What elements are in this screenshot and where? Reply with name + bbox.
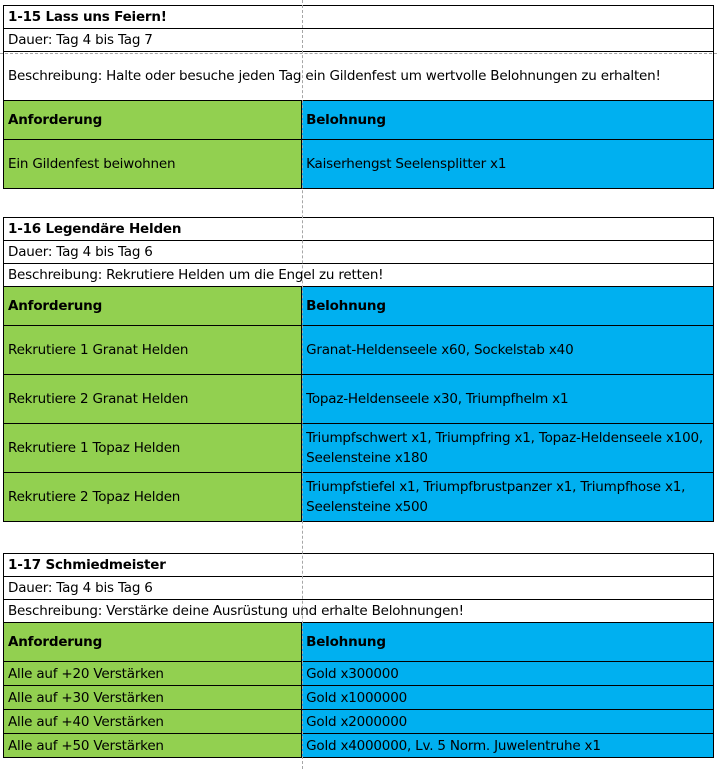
quest-description-row xyxy=(4,52,714,101)
quest-duration-row xyxy=(4,29,714,52)
quest-description[interactable]: Beschreibung: Verstärke deine Ausrüstung und erhalte Belohnungen! xyxy=(4,600,714,623)
quest-duration[interactable]: Dauer: Tag 4 bis Tag 7 xyxy=(4,29,714,52)
table-row xyxy=(4,710,714,734)
quest-duration-row xyxy=(4,241,714,264)
quest-table-1-15 xyxy=(3,5,714,189)
requirement-cell[interactable]: Alle auf +30 Verstärken xyxy=(4,686,302,710)
requirement-cell[interactable]: Rekrutiere 2 Topaz Helden xyxy=(4,473,302,522)
requirement-cell[interactable]: Ein Gildenfest beiwohnen xyxy=(4,140,302,189)
requirement-cell[interactable]: Alle auf +50 Verstärken xyxy=(4,734,302,758)
quest-description[interactable]: Beschreibung: Rekrutiere Helden um die Engel zu retten! xyxy=(4,264,714,287)
quest-duration[interactable]: Dauer: Tag 4 bis Tag 6 xyxy=(4,241,714,264)
reward-cell[interactable]: Topaz-Heldenseele x30, Triumpfhelm x1 xyxy=(302,375,714,424)
reward-cell[interactable]: Granat-Heldenseele x60, Sockelstab x40 xyxy=(302,326,714,375)
quest-table-1-17 xyxy=(3,553,714,758)
reward-cell[interactable]: Triumpfschwert x1, Triumpfring x1, Topaz-Heldenseele x100, Seelensteine x180 xyxy=(302,424,714,473)
header-reward[interactable]: Belohnung xyxy=(302,101,714,140)
table-row xyxy=(4,140,714,189)
reward-cell[interactable]: Gold x1000000 xyxy=(302,686,714,710)
quest-description-row xyxy=(4,600,714,623)
requirement-cell[interactable]: Alle auf +40 Verstärken xyxy=(4,710,302,734)
quest-header-row xyxy=(4,101,714,140)
reward-cell[interactable]: Triumpfstiefel x1, Triumpfbrustpanzer x1, Triumpfhose x1, Seelensteine x500 xyxy=(302,473,714,522)
quest-duration[interactable]: Dauer: Tag 4 bis Tag 6 xyxy=(4,577,714,600)
quest-description-row xyxy=(4,264,714,287)
quest-title-row xyxy=(4,6,714,29)
requirement-cell[interactable]: Alle auf +20 Verstärken xyxy=(4,662,302,686)
quest-title-row xyxy=(4,218,714,241)
requirement-cell[interactable]: Rekrutiere 2 Granat Helden xyxy=(4,375,302,424)
header-requirement[interactable]: Anforderung xyxy=(4,287,302,326)
reward-cell[interactable]: Gold x4000000, Lv. 5 Norm. Juwelentruhe x1 xyxy=(302,734,714,758)
table-row xyxy=(4,375,714,424)
reward-cell[interactable]: Kaiserhengst Seelensplitter x1 xyxy=(302,140,714,189)
quest-header-row xyxy=(4,287,714,326)
table-row xyxy=(4,326,714,375)
header-reward[interactable]: Belohnung xyxy=(302,623,714,662)
quest-title[interactable]: 1-17 Schmiedmeister xyxy=(4,554,714,577)
table-row xyxy=(4,473,714,522)
reward-cell[interactable]: Gold x2000000 xyxy=(302,710,714,734)
quest-header-row xyxy=(4,623,714,662)
requirement-cell[interactable]: Rekrutiere 1 Granat Helden xyxy=(4,326,302,375)
quest-description[interactable]: Beschreibung: Halte oder besuche jeden Tag ein Gildenfest um wertvolle Belohnungen zu erhalten! xyxy=(4,52,714,101)
requirement-cell[interactable]: Rekrutiere 1 Topaz Helden xyxy=(4,424,302,473)
header-reward[interactable]: Belohnung xyxy=(302,287,714,326)
reward-cell[interactable]: Gold x300000 xyxy=(302,662,714,686)
quest-table-1-16 xyxy=(3,217,714,522)
quest-title[interactable]: 1-15 Lass uns Feiern! xyxy=(4,6,714,29)
quest-title-row xyxy=(4,554,714,577)
header-requirement[interactable]: Anforderung xyxy=(4,623,302,662)
table-row xyxy=(4,686,714,710)
table-row xyxy=(4,662,714,686)
header-requirement[interactable]: Anforderung xyxy=(4,101,302,140)
table-row xyxy=(4,734,714,758)
table-row xyxy=(4,424,714,473)
quest-duration-row xyxy=(4,577,714,600)
quest-title[interactable]: 1-16 Legendäre Helden xyxy=(4,218,714,241)
